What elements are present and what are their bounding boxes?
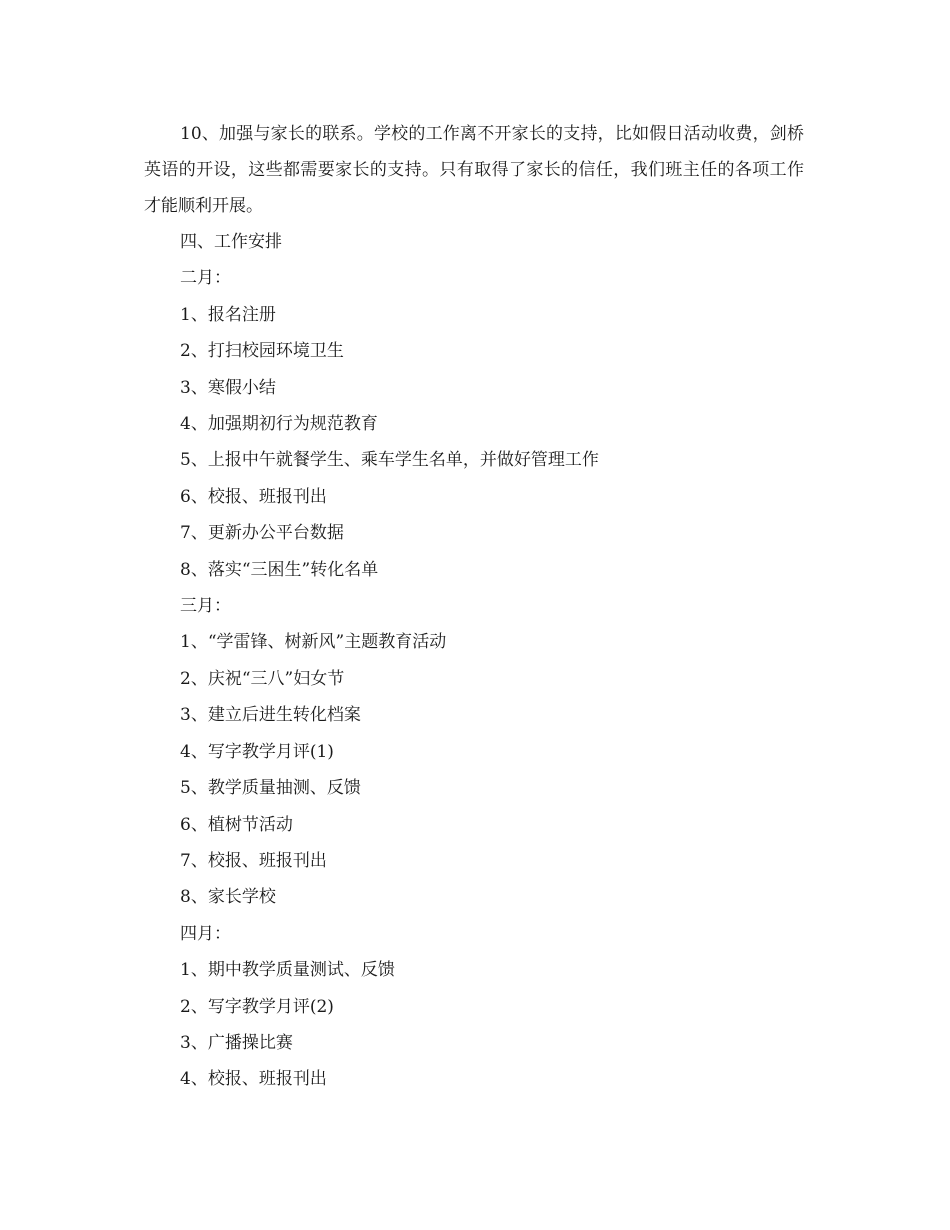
list-item: 1、期中教学质量测试、反馈 [180,960,395,981]
list-item: 2、庆祝“三八”妇女节 [180,668,345,689]
list-item: 3、寒假小结 [180,377,276,398]
list-item: 2、打扫校园环境卫生 [180,341,344,362]
list-item: 3、建立后进生转化档案 [180,705,361,726]
list-item: 8、落实“三困生”转化名单 [180,559,379,580]
list-item: 7、校报、班报刊出 [180,850,327,871]
list-item: 7、更新办公平台数据 [180,523,344,544]
list-item: 6、校报、班报刊出 [180,486,327,507]
list-item: 8、家长学校 [180,887,276,908]
list-item: 4、加强期初行为规范教育 [180,414,378,435]
list-item: 1、“学雷锋、树新风”主题教育活动 [180,632,447,653]
month-heading-march: 三月： [180,596,231,617]
list-item: 5、上报中午就餐学生、乘车学生名单，并做好管理工作 [180,450,599,471]
list-item: 4、写字教学月评(1) [180,741,334,762]
section-heading-work-schedule: 四、工作安排 [180,232,282,252]
list-item: 2、写字教学月评(2) [180,996,334,1017]
list-item: 3、广播操比赛 [180,1032,293,1053]
list-item: 5、教学质量抽测、反馈 [180,778,361,799]
month-heading-february: 二月： [180,268,231,289]
month-heading-april: 四月： [180,923,231,944]
document-body [144,116,804,1098]
list-item: 1、报名注册 [180,304,276,325]
list-item: 6、植树节活动 [180,814,293,835]
list-item: 4、校报、班报刊出 [180,1069,327,1090]
paragraph-parent-contact: 10、加强与家长的联系。学校的工作离不开家长的支持，比如假日活动收费，剑桥英语的开设，这些都需要家长的支持。只有取得了家长的信任，我们班主任的各项工作才能顺利开展。 [144,124,804,216]
